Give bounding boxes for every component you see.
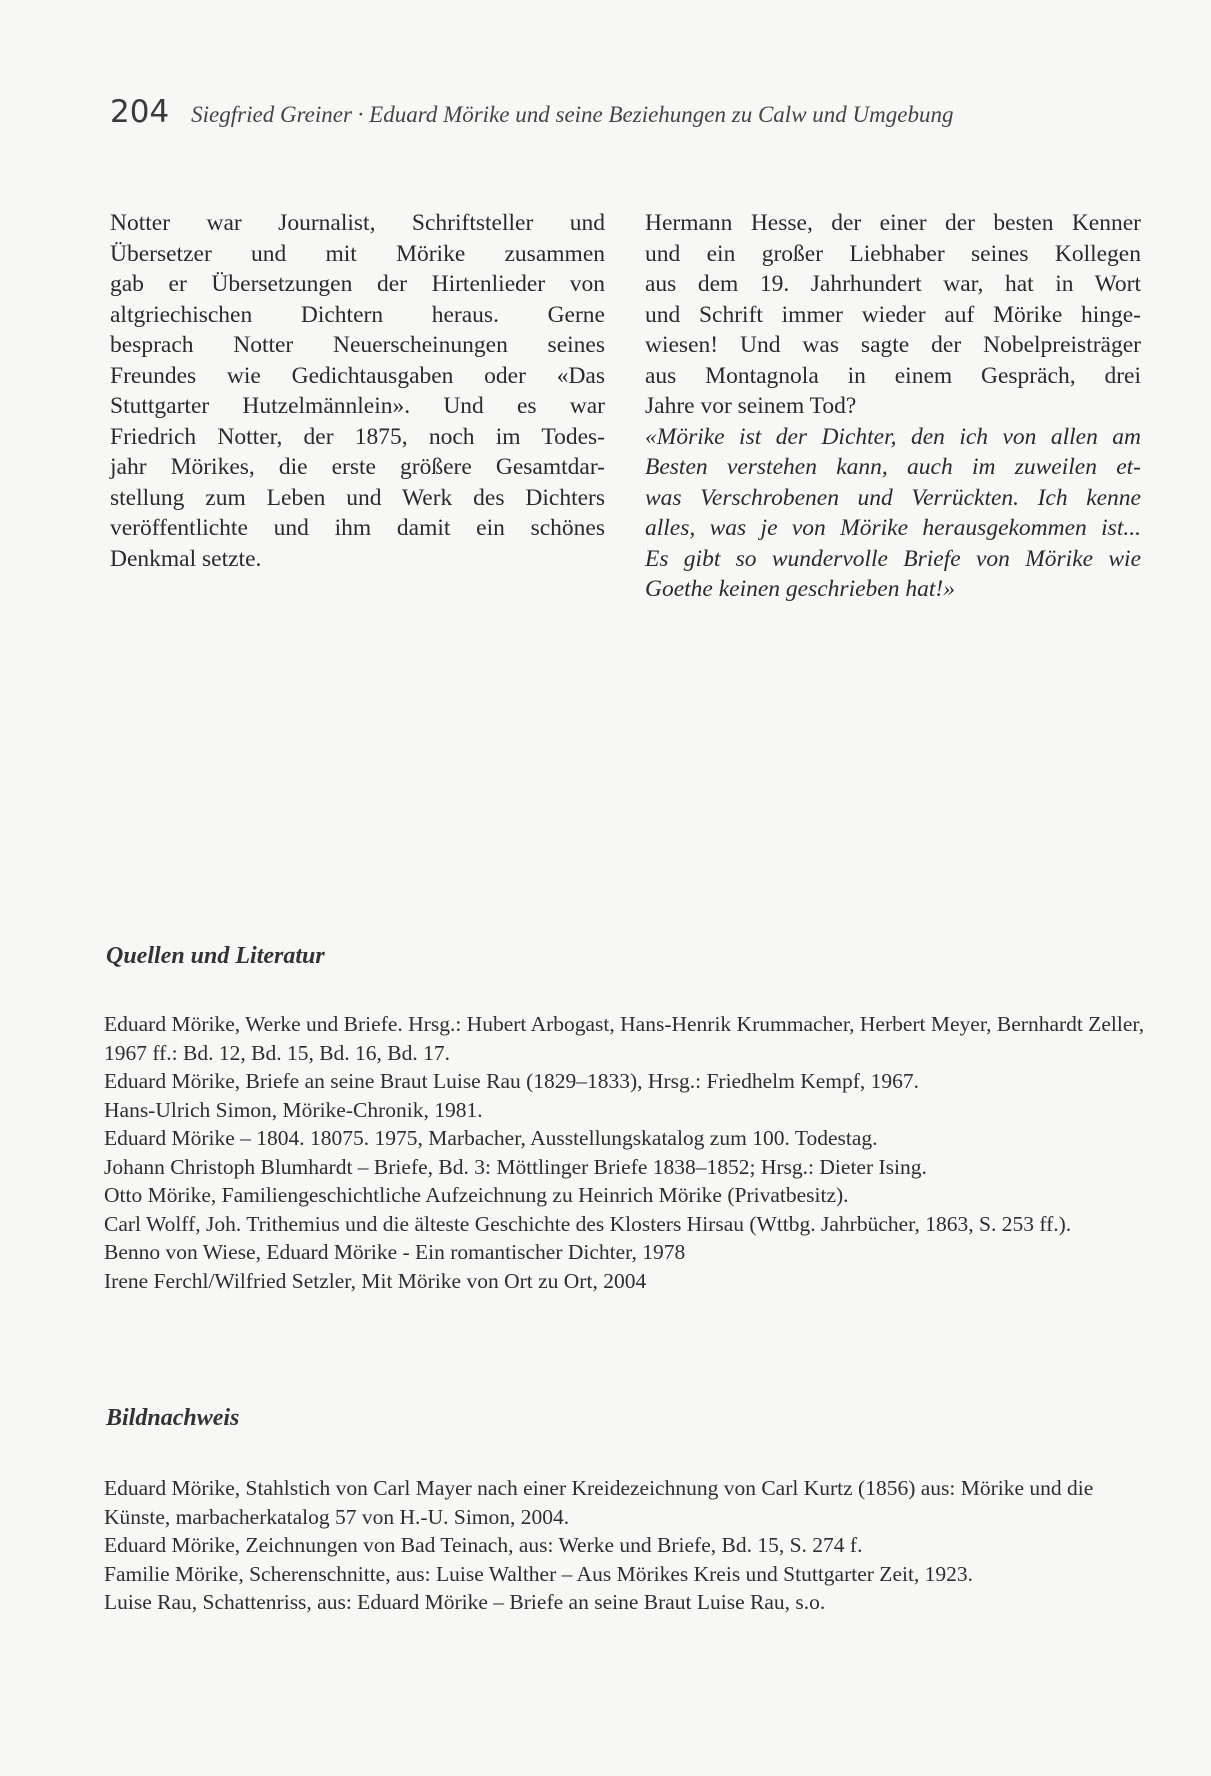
body-line: altgriechischen Dichtern heraus. Gerne (110, 301, 605, 328)
page-header (110, 94, 1110, 144)
body-line: Denkmal setzte. (110, 545, 262, 572)
image-credits-heading: Bildnachweis (106, 1405, 240, 1431)
body-line: aus dem 19. Jahrhundert war, hat in Wort (645, 271, 1141, 297)
quote-line: Besten verstehen kann, auch im zuweilen et- (645, 454, 1141, 480)
source-entry: Benno von Wiese, Eduard Mörike - Ein romantischer Dichter, 1978 (104, 1240, 686, 1264)
body-line: besprach Notter Neuerscheinungen seines (110, 332, 605, 358)
body-line: Hermann Hesse, der einer der besten Kenner (645, 210, 1141, 236)
body-line: Jahre vor seinem Tod? (645, 393, 857, 419)
body-line: aus Montagnola in einem Gespräch, drei (645, 362, 1141, 389)
quote-line: «Mörike ist der Dichter, den ich von allen am (645, 423, 1141, 450)
body-line: veröffentlichte und ihm damit ein schönes (110, 515, 605, 541)
body-line: gab er Übersetzungen der Hirtenlieder von (110, 271, 605, 297)
source-entry: Carl Wolff, Joh. Trithemius und die älteste Geschichte des Klosters Hirsau (Wttbg. Jahrbücher, 1863, S. 253 ff.). (104, 1211, 1072, 1236)
running-head: Siegfried Greiner · Eduard Mörike und seine Beziehungen zu Calw und Umgebung (191, 102, 954, 127)
body-line: Notter war Journalist, Schriftsteller und (110, 210, 605, 236)
body-line: Friedrich Notter, der 1875, noch im Todes- (110, 423, 605, 450)
hesse-quote (645, 422, 1141, 605)
body-line: Freundes wie Gedichtausgaben oder «Das (110, 362, 605, 389)
body-line: und ein großer Liebhaber seines Kollegen (645, 240, 1141, 267)
image-credit-entry: Familie Mörike, Scherenschnitte, aus: Luise Walther – Aus Mörikes Kreis und Stuttgarter Zeit, 1923. (104, 1561, 974, 1586)
right-column (645, 208, 1141, 605)
source-entry: Otto Mörike, Familiengeschichtliche Aufzeichnung zu Heinrich Mörike (Privatbesitz). (104, 1183, 849, 1207)
source-entry: Hans-Ulrich Simon, Mörike-Chronik, 1981. (104, 1097, 483, 1122)
image-credit-entry: Eduard Mörike, Stahlstich von Carl Mayer nach einer Kreidezeichnung von Carl Kurtz (1856) aus: Mörike und die Künste, marbacherkatalog 57 von H.-U. Simon, 2004. (104, 1476, 1094, 1529)
quote-line: was Verschrobenen und Verrückten. Ich kenne (645, 484, 1141, 511)
quote-line: alles, was je von Mörike herausgekommen ist... (645, 515, 1141, 541)
source-entry: Irene Ferchl/Wilfried Setzler, Mit Mörike von Ort zu Ort, 2004 (104, 1268, 647, 1293)
body-line: wiesen! Und was sagte der Nobelpreisträger (645, 332, 1141, 358)
sources-heading: Quellen und Literatur (106, 943, 325, 969)
source-entry: Eduard Mörike – 1804. 18075. 1975, Marbacher, Ausstellungskatalog zum 100. Todestag. (104, 1126, 878, 1150)
body-line: stellung zum Leben und Werk des Dichters (110, 484, 605, 511)
body-line: Übersetzer und mit Mörike zusammen (110, 240, 605, 267)
body-line: jahr Mörikes, die erste größere Gesamtdar- (110, 454, 605, 480)
image-credits-list (104, 1474, 1154, 1617)
body-line: und Schrift immer wieder auf Mörike hinge- (645, 301, 1141, 328)
quote-line: Goethe keinen geschrieben hat!» (645, 576, 955, 602)
page-number: 204 (110, 94, 170, 130)
source-entry: Johann Christoph Blumhardt – Briefe, Bd. 3: Möttlinger Briefe 1838–1852; Hrsg.: Dieter Ising. (104, 1154, 927, 1179)
quote-line: Es gibt so wundervolle Briefe von Mörike wie (645, 545, 1141, 572)
sources-list (104, 1010, 1154, 1295)
body-line: Stuttgarter Hutzelmännlein». Und es war (110, 393, 605, 419)
source-entry: Eduard Mörike, Werke und Briefe. Hrsg.: Hubert Arbogast, Hans-Henrik Krummacher, Herbert Meyer, Bernhardt Zeller, 1967 ff.: Bd. 12, Bd. 15, Bd. 16, Bd. 17. (104, 1012, 1145, 1065)
image-credit-entry: Luise Rau, Schattenriss, aus: Eduard Mörike – Briefe an seine Braut Luise Rau, s.o. (104, 1590, 826, 1614)
source-entry: Eduard Mörike, Briefe an seine Braut Luise Rau (1829–1833), Hrsg.: Friedhelm Kempf, 1967. (104, 1069, 920, 1093)
left-column (110, 208, 605, 574)
image-credit-entry: Eduard Mörike, Zeichnungen von Bad Teinach, aus: Werke und Briefe, Bd. 15, S. 274 f. (104, 1533, 863, 1557)
